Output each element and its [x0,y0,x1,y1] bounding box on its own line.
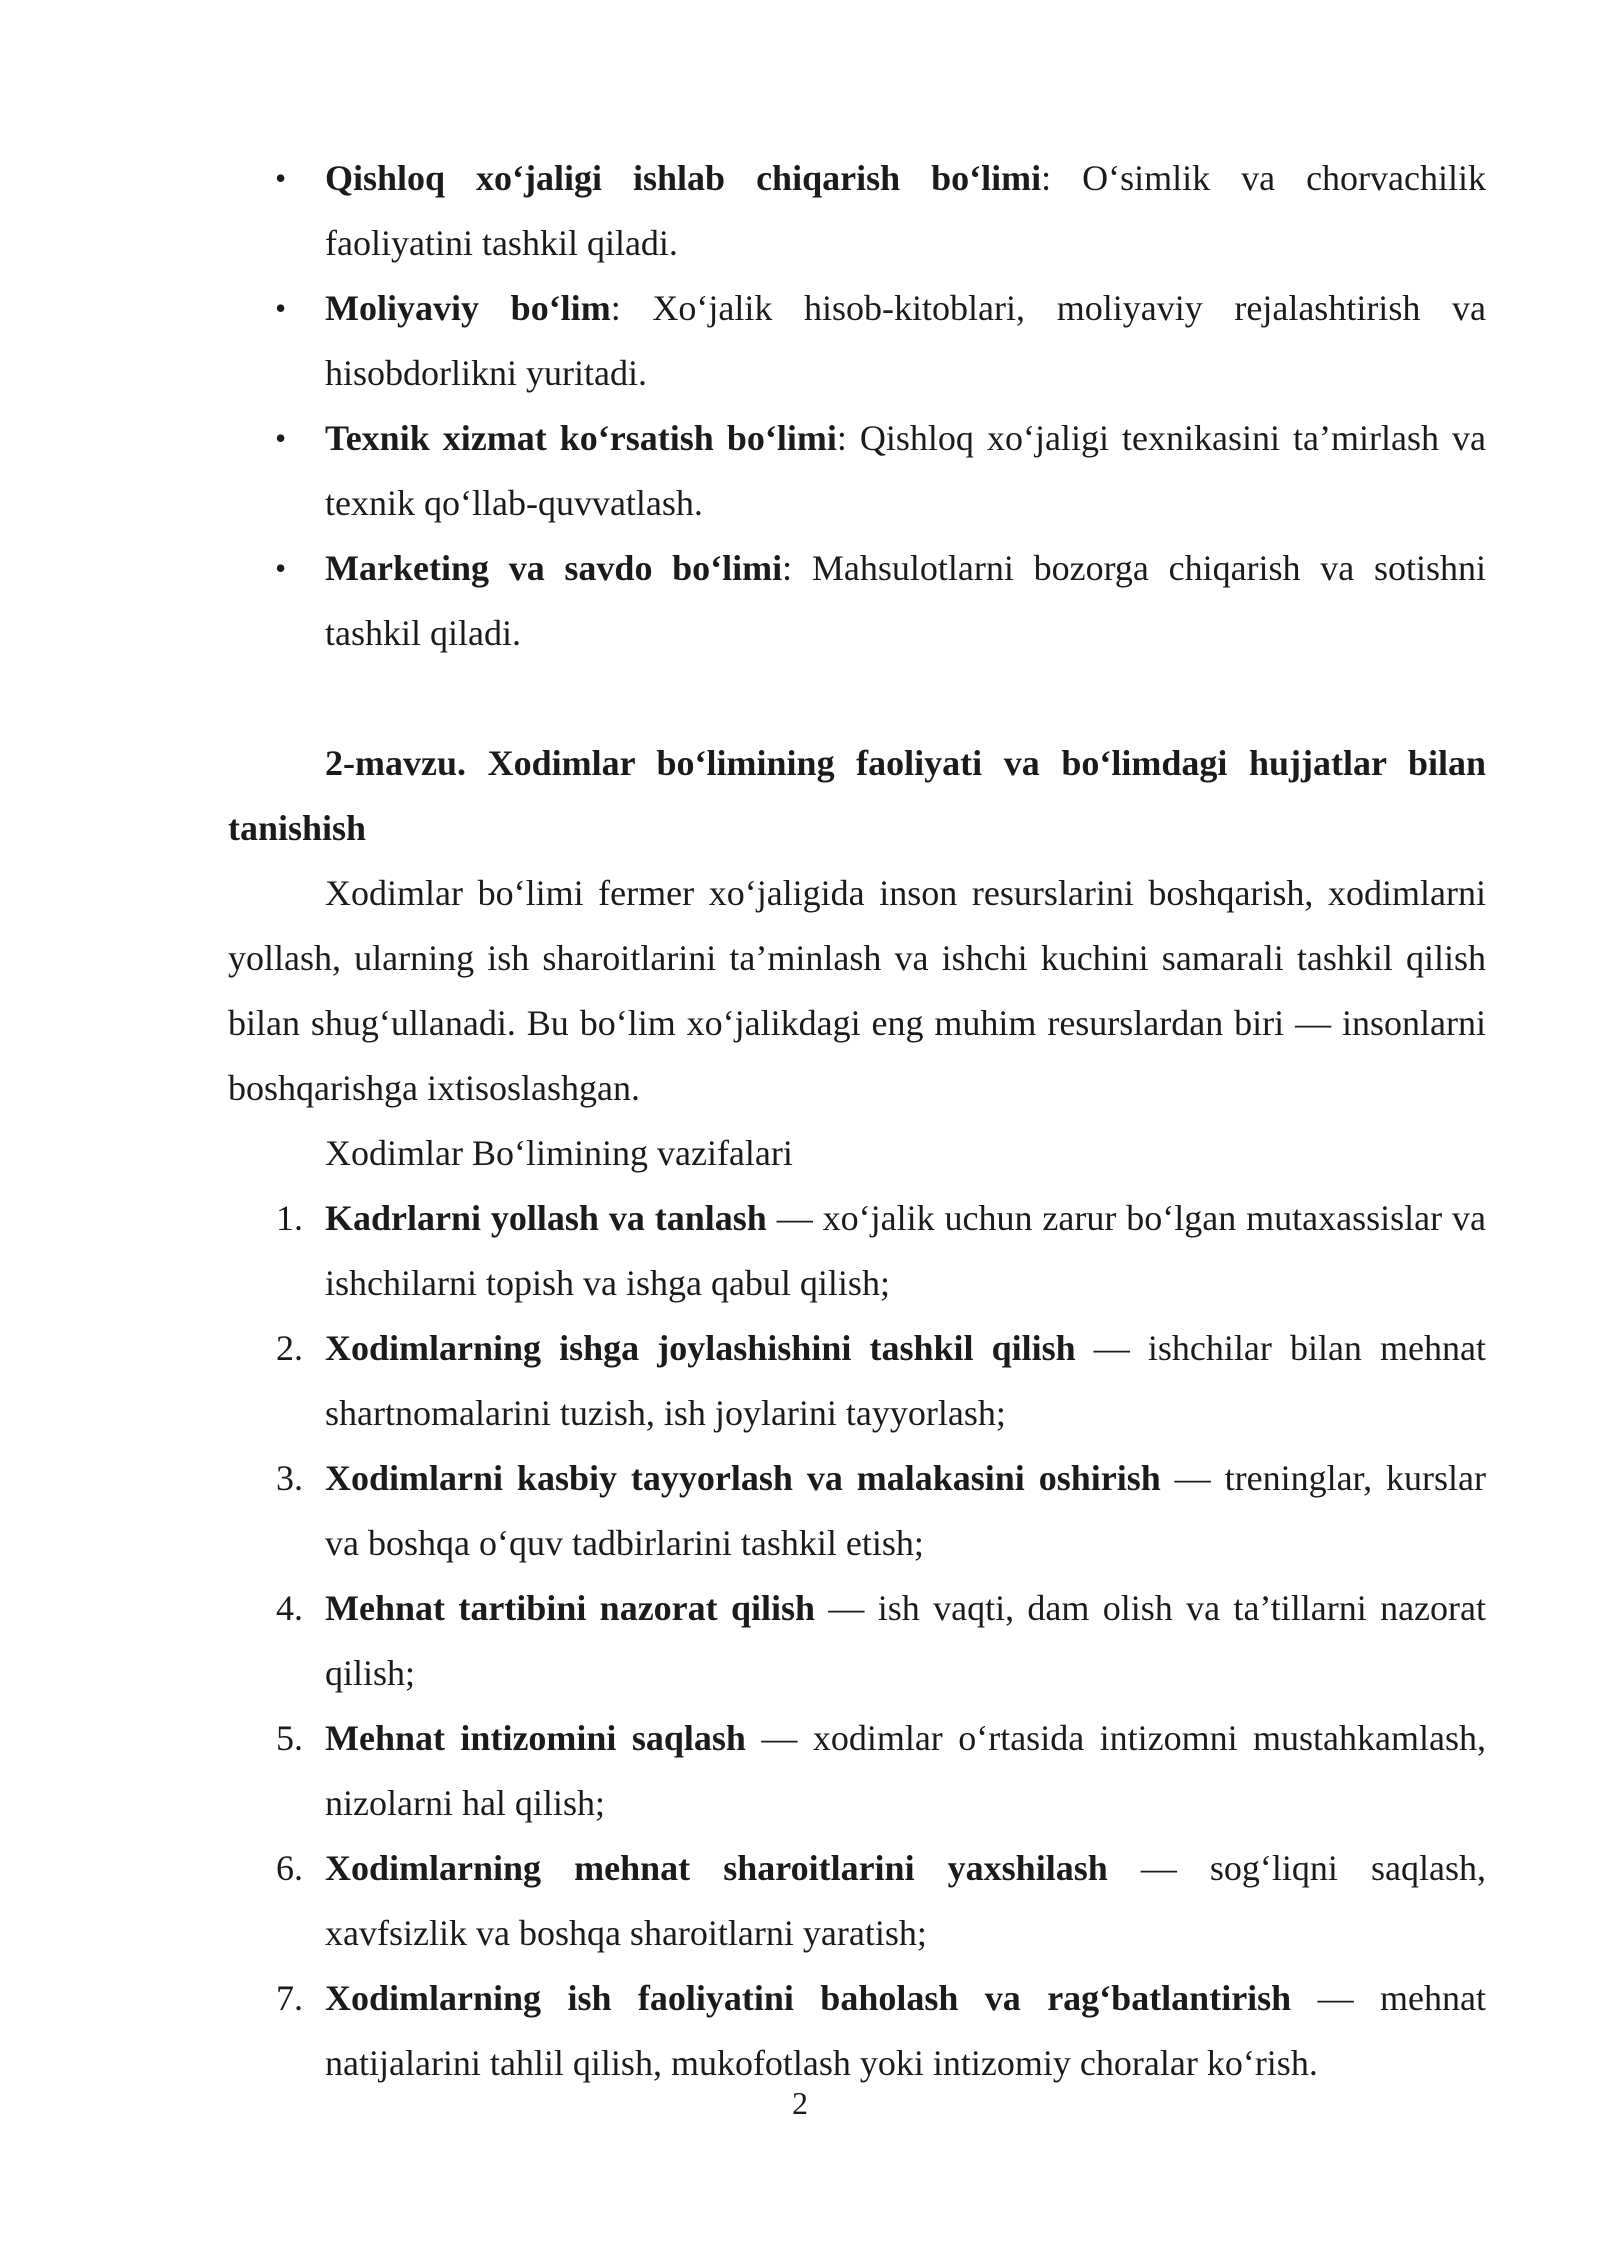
item-title: Kadrlarni yollash va tanlash [325,1198,767,1238]
list-item [228,1316,1486,1446]
item-text: — ishchilar bilan mehnat shartnomalarini tuzish, ish joylarini tayyorlash; [325,1328,1486,1433]
item-text: — ish vaqti, dam olish va ta’tillarni nazorat qilish; [325,1588,1486,1693]
list-item [228,1186,1486,1316]
item-text: : O‘simlik va chorvachilik faoliyatini tashkil qiladi. [325,158,1486,263]
item-title: Qishloq xo‘jaligi ishlab chiqarish bo‘limi [325,158,1042,198]
item-title: Marketing va savdo bo‘limi [325,548,783,588]
item-text: : Xo‘jalik hisob-kitoblari, moliyaviy rejalashtirish va hisobdorlikni yuritadi. [325,288,1486,393]
item-text: : Qishloq xo‘jaligi texnikasini ta’mirlash va texnik qo‘llab-quvvatlash. [325,418,1486,523]
item-number: 3. [276,1458,303,1498]
item-text: — sog‘liqni saqlash, xavfsizlik va boshqa sharoitlarni yaratish; [325,1848,1486,1953]
list-item [228,406,1486,536]
item-number: 2. [276,1328,303,1368]
item-title: Moliyaviy bo‘lim [325,288,611,328]
item-number: 6. [276,1848,303,1888]
item-text: — treninglar, kurslar va boshqa o‘quv tadbirlarini tashkil etish; [325,1458,1486,1563]
item-text: — xo‘jalik uchun zarur bo‘lgan mutaxassislar va ishchilarni topish va ishga qabul qilish; [325,1198,1486,1303]
body-paragraph: Xodimlar bo‘limi fermer xo‘jaligida inson resurslarini boshqarish, xodimlarni yollash, ularning ish sharoitlarini ta’minlash va ishchi kuchini samarali tashkil qilish bilan shug‘ullanadi. Bu bo‘lim xo‘jalikdagi eng muhim resurslardan biri — insonlarni boshqarishga ixtisoslashgan. [228,873,1486,1108]
item-number: 7. [276,1978,303,2018]
tasks-subheading: Xodimlar Bo‘limining vazifalari [325,1133,793,1173]
list-item [228,1836,1486,1966]
list-item [228,1446,1486,1576]
item-title: Xodimlarning ishga joylashishini tashkil qilish [325,1328,1076,1368]
list-item [228,1966,1486,2096]
item-text: — xodimlar o‘rtasida intizomni mustahkamlash, nizolarni hal qilish; [325,1718,1486,1823]
list-item [228,536,1486,666]
list-item [228,1706,1486,1836]
item-number: 1. [276,1198,303,1238]
page-number: 2 [792,2085,808,2121]
item-text: : Mahsulotlarni bozorga chiqarish va sotishni tashkil qiladi. [325,548,1486,653]
departments-list [228,146,1486,666]
item-text: — mehnat natijalarini tahlil qilish, mukofotlash yoki intizomiy choralar ko‘rish. [325,1978,1487,2083]
item-title: Texnik xizmat ko‘rsatish bo‘limi [325,418,837,458]
section-heading: 2-mavzu. Xodimlar bo‘limining faoliyati va bo‘limdagi hujjatlar bilan tanishish [228,743,1486,848]
list-item [228,276,1486,406]
item-title: Xodimlarning ish faoliyatini baholash va rag‘batlantirish [325,1978,1292,2018]
list-item [228,146,1486,276]
item-number: 5. [276,1718,303,1758]
item-title: Xodimlarning mehnat sharoitlarini yaxshilash [325,1848,1108,1888]
item-title: Xodimlarni kasbiy tayyorlash va malakasini oshirish [325,1458,1161,1498]
list-item [228,1576,1486,1706]
item-title: Mehnat tartibini nazorat qilish [325,1588,816,1628]
tasks-list [228,1186,1486,2096]
item-number: 4. [276,1588,303,1628]
item-title: Mehnat intizomini saqlash [325,1718,746,1758]
